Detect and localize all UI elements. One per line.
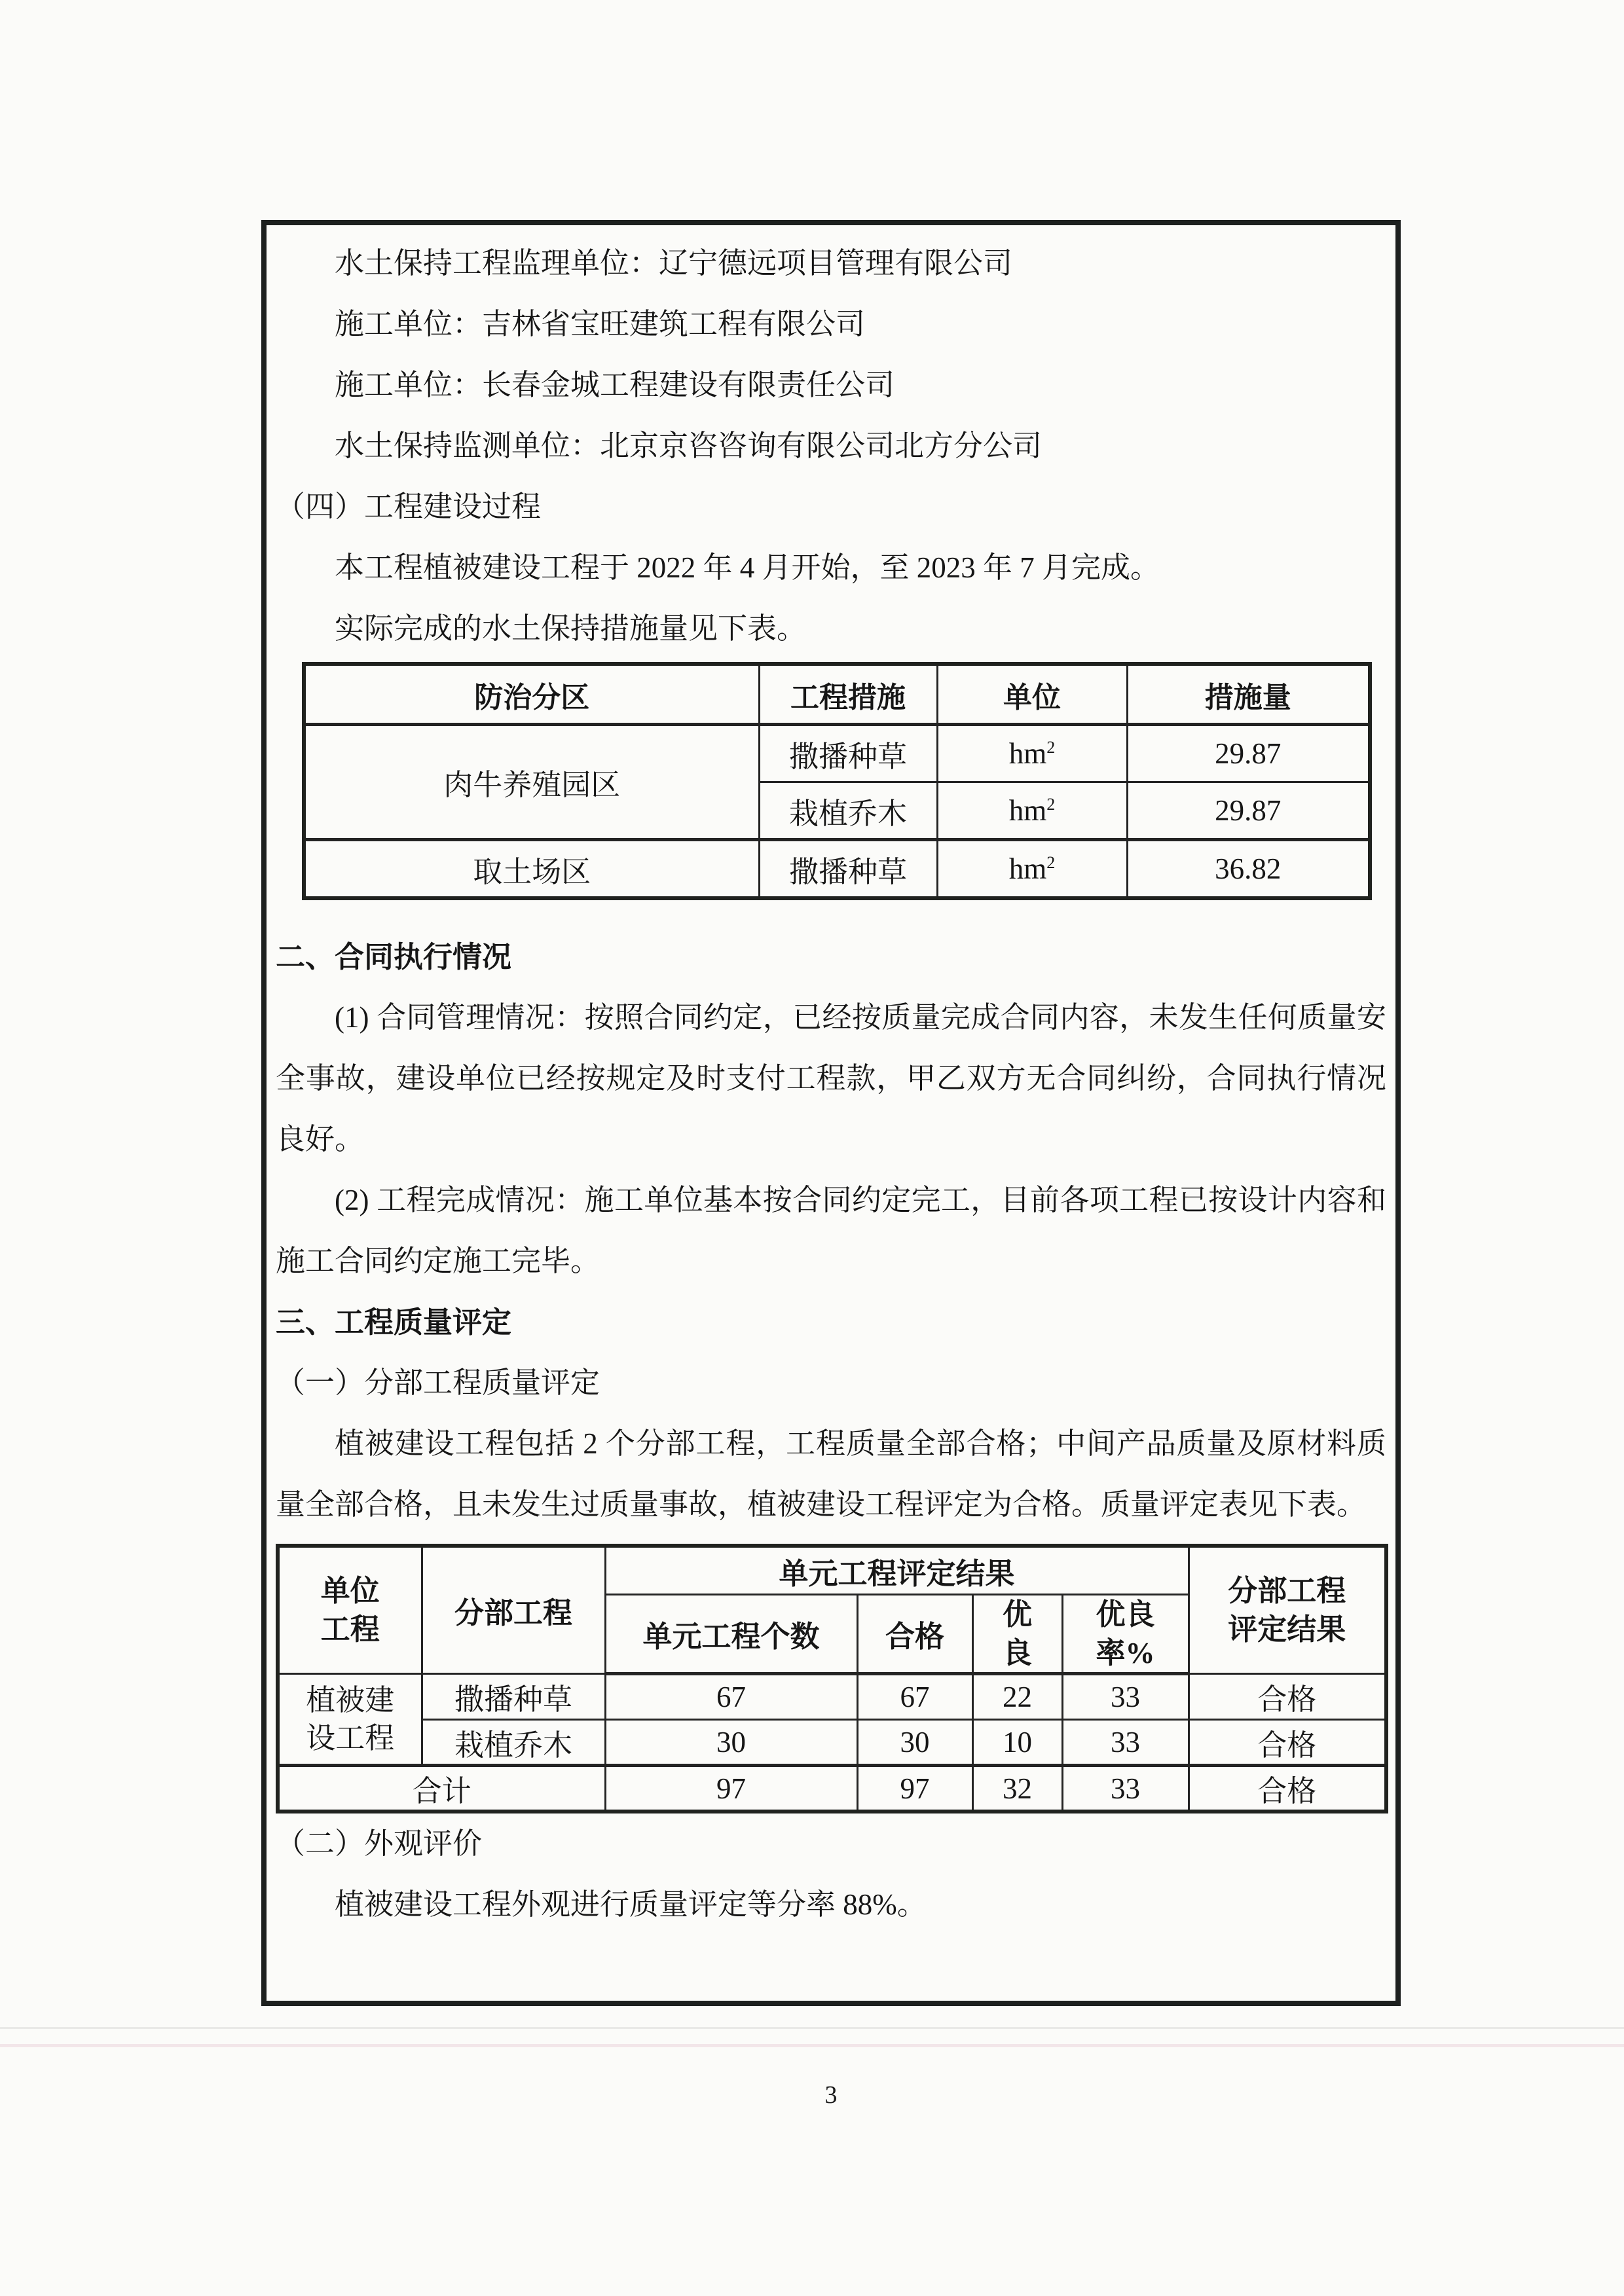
header-unit-count: 单元工程个数 bbox=[605, 1595, 857, 1674]
cell-result: 合格 bbox=[1189, 1674, 1386, 1720]
cell-division: 撒播种草 bbox=[422, 1674, 605, 1720]
cell-count: 67 bbox=[605, 1674, 857, 1720]
cell-unit bbox=[937, 782, 1127, 840]
header-line: 率% bbox=[1096, 1636, 1155, 1669]
intro-line-construction-unit-2: 施工单位：长春金城工程建设有限责任公司 bbox=[335, 369, 895, 401]
header-line: 分部工程 bbox=[1228, 1575, 1346, 1607]
cell-qualified: 30 bbox=[857, 1720, 972, 1766]
header-line: 良 bbox=[1002, 1636, 1032, 1669]
cell-line: 植被建 bbox=[306, 1683, 395, 1717]
unit-superscript: 2 bbox=[1046, 853, 1056, 872]
section2-heading: 二、合同执行情况 bbox=[276, 940, 512, 974]
header-unit-project bbox=[278, 1546, 422, 1674]
quality-evaluation-table bbox=[276, 1544, 1388, 1813]
header-division-project: 分部工程 bbox=[422, 1546, 605, 1674]
header-amount: 措施量 bbox=[1127, 664, 1370, 725]
table-row bbox=[304, 725, 1370, 782]
quality-table-header-row-1 bbox=[278, 1546, 1386, 1595]
header-measure: 工程措施 bbox=[759, 664, 937, 725]
header-excellent bbox=[972, 1595, 1062, 1674]
unit-base: hm bbox=[1008, 852, 1047, 885]
cell-line: 设工程 bbox=[306, 1722, 395, 1755]
header-excellent-rate bbox=[1062, 1595, 1189, 1674]
scan-artifact-line bbox=[0, 2044, 1624, 2047]
unit-superscript: 2 bbox=[1046, 795, 1056, 814]
intro-line-monitoring-unit: 水土保持监测单位：北京京咨咨询有限公司北方分公司 bbox=[335, 429, 1043, 462]
cell-measure: 撒播种草 bbox=[759, 725, 937, 782]
unit-superscript: 2 bbox=[1046, 738, 1056, 757]
measures-table bbox=[302, 662, 1372, 900]
section4-heading: （四）工程建设过程 bbox=[276, 490, 542, 523]
header-zone: 防治分区 bbox=[304, 664, 759, 725]
section3-heading: 三、工程质量评定 bbox=[276, 1305, 512, 1339]
measures-table-header-row bbox=[304, 664, 1370, 725]
section4-paragraph-2: 实际完成的水土保持措施量见下表。 bbox=[335, 612, 807, 645]
cell-count: 97 bbox=[605, 1766, 857, 1812]
header-qualified: 合格 bbox=[857, 1595, 972, 1674]
section4-paragraph-1: 本工程植被建设工程于 2022 年 4 月开始，至 2023 年 7 月完成。 bbox=[335, 551, 1160, 584]
section3-paragraph-1: 植被建设工程包括 2 个分部工程，工程质量全部合格；中间产品质量及原材料质量全部合格，且未发生过质量事故，植被建设工程评定为合格。质量评定表见下表。 bbox=[276, 1427, 1386, 1521]
cell-zone: 取土场区 bbox=[304, 840, 759, 899]
document-content-frame bbox=[261, 220, 1401, 2006]
cell-division: 栽植乔木 bbox=[422, 1720, 605, 1766]
cell-qualified: 97 bbox=[857, 1766, 972, 1812]
header-line: 评定结果 bbox=[1228, 1613, 1346, 1646]
cell-amount: 29.87 bbox=[1127, 782, 1370, 840]
cell-zone: 肉牛养殖园区 bbox=[304, 725, 759, 840]
section2-paragraph-1: (1) 合同管理情况：按照合同约定，已经按质量完成合同内容，未发生任何质量安全事故，建设单位已经按规定及时支付工程款，甲乙双方无合同纠纷，合同执行情况良好。 bbox=[276, 1001, 1386, 1156]
cell-measure: 栽植乔木 bbox=[759, 782, 937, 840]
cell-excellent: 10 bbox=[972, 1720, 1062, 1766]
cell-result: 合格 bbox=[1189, 1720, 1386, 1766]
table-row bbox=[278, 1674, 1386, 1720]
unit-base: hm bbox=[1008, 794, 1047, 827]
scan-artifact-line bbox=[0, 2027, 1624, 2029]
cell-amount: 29.87 bbox=[1127, 725, 1370, 782]
cell-total-label: 合计 bbox=[278, 1766, 605, 1812]
cell-rate: 33 bbox=[1062, 1766, 1189, 1812]
unit-base: hm bbox=[1008, 737, 1047, 770]
header-division-result bbox=[1189, 1546, 1386, 1674]
header-line: 优 bbox=[1002, 1598, 1032, 1631]
cell-unit bbox=[937, 725, 1127, 782]
cell-count: 30 bbox=[605, 1720, 857, 1766]
header-unit: 单位 bbox=[937, 664, 1127, 725]
header-line: 优良 bbox=[1096, 1598, 1155, 1631]
table-row bbox=[278, 1720, 1386, 1766]
section3-sub2-heading: （二）外观评价 bbox=[276, 1827, 483, 1860]
section3-paragraph-2: 植被建设工程外观进行质量评定等分率 88%。 bbox=[335, 1888, 927, 1921]
table-total-row bbox=[278, 1766, 1386, 1812]
cell-excellent: 22 bbox=[972, 1674, 1062, 1720]
table-row bbox=[304, 840, 1370, 899]
cell-amount: 36.82 bbox=[1127, 840, 1370, 899]
cell-result: 合格 bbox=[1189, 1766, 1386, 1812]
intro-line-supervision-unit: 水土保持工程监理单位：辽宁德远项目管理有限公司 bbox=[335, 247, 1013, 280]
section2-paragraph-2: (2) 工程完成情况：施工单位基本按合同约定完工，目前各项工程已按设计内容和施工合同约定施工完毕。 bbox=[276, 1184, 1386, 1277]
cell-unit bbox=[937, 840, 1127, 899]
header-line: 单位 bbox=[320, 1575, 380, 1607]
cell-rate: 33 bbox=[1062, 1720, 1189, 1766]
header-unit-result-group: 单元工程评定结果 bbox=[605, 1546, 1189, 1595]
cell-excellent: 32 bbox=[972, 1766, 1062, 1812]
cell-measure: 撒播种草 bbox=[759, 840, 937, 899]
cell-unit-project bbox=[278, 1674, 422, 1766]
page-number: 3 bbox=[824, 2081, 838, 2109]
intro-line-construction-unit-1: 施工单位：吉林省宝旺建筑工程有限公司 bbox=[335, 308, 866, 340]
section3-sub1-heading: （一）分部工程质量评定 bbox=[276, 1366, 600, 1399]
cell-rate: 33 bbox=[1062, 1674, 1189, 1720]
cell-qualified: 67 bbox=[857, 1674, 972, 1720]
header-line: 工程 bbox=[320, 1613, 380, 1646]
